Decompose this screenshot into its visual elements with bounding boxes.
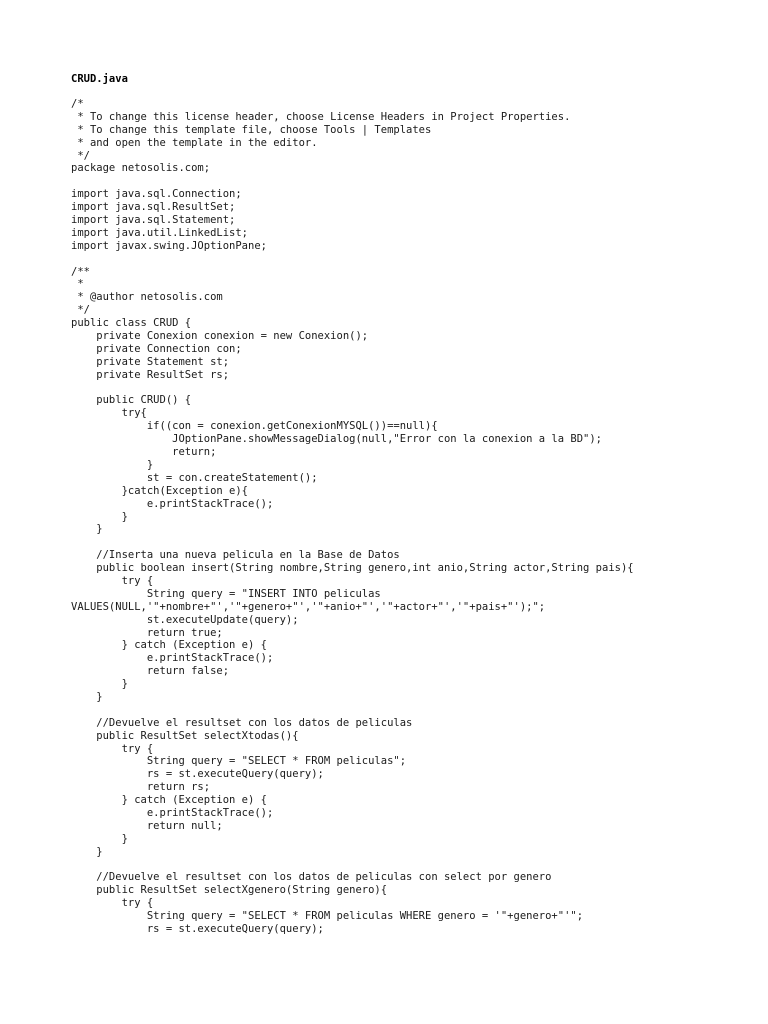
code-line: public class CRUD { bbox=[71, 317, 192, 330]
code-line: return; bbox=[71, 446, 217, 459]
code-line: e.printStackTrace(); bbox=[71, 806, 274, 819]
code-line: JOptionPane.showMessageDialog(null,"Error con la conexion a la BD"); bbox=[71, 433, 603, 446]
code-line: //Devuelve el resultset con los datos de peliculas bbox=[71, 716, 413, 729]
code-line: } bbox=[71, 690, 103, 703]
code-block bbox=[71, 98, 751, 936]
code-line: private ResultSet rs; bbox=[71, 368, 230, 381]
code-line: }catch(Exception e){ bbox=[71, 484, 249, 497]
code-line: */ bbox=[71, 149, 90, 162]
code-line: /* bbox=[71, 98, 84, 110]
code-line: e.printStackTrace(); bbox=[71, 652, 274, 665]
code-line: rs = st.executeQuery(query); bbox=[71, 768, 324, 781]
code-line: VALUES(NULL,'"+nombre+"','"+genero+"','"+anio+"','"+actor+"','"+pais+"');"; bbox=[71, 600, 546, 613]
code-line: /** bbox=[71, 265, 90, 278]
code-line: e.printStackTrace(); bbox=[71, 497, 274, 510]
code-line: * To change this license header, choose License Headers in Project Properties. bbox=[71, 110, 571, 123]
code-line: try { bbox=[71, 574, 154, 587]
code-line: import javax.swing.JOptionPane; bbox=[71, 239, 267, 252]
code-line: try{ bbox=[71, 407, 147, 420]
code-line: //Devuelve el resultset con los datos de peliculas con select por genero bbox=[71, 871, 552, 884]
code-line: rs = st.executeQuery(query); bbox=[71, 923, 324, 935]
code-line bbox=[71, 704, 751, 717]
code-line: private Conexion conexion = new Conexion(); bbox=[71, 330, 369, 343]
code-line: st = con.createStatement(); bbox=[71, 471, 318, 484]
code-line: return rs; bbox=[71, 781, 211, 794]
code-line: try { bbox=[71, 742, 154, 755]
code-line: } catch (Exception e) { bbox=[71, 639, 267, 652]
code-line: } bbox=[71, 845, 103, 858]
code-line: public ResultSet selectXgenero(String genero){ bbox=[71, 884, 388, 897]
code-line: return false; bbox=[71, 665, 230, 678]
code-line: try { bbox=[71, 897, 154, 910]
code-line: public CRUD() { bbox=[71, 394, 192, 407]
code-line bbox=[71, 253, 751, 266]
code-line: * bbox=[71, 278, 84, 291]
code-line: String query = "SELECT * FROM peliculas WHERE genero = '"+genero+"'"; bbox=[71, 910, 584, 923]
code-line: import java.util.LinkedList; bbox=[71, 226, 249, 239]
code-line bbox=[71, 382, 751, 395]
code-line: st.executeUpdate(query); bbox=[71, 613, 299, 626]
code-line: if((con = conexion.getConexionMYSQL())==null){ bbox=[71, 420, 438, 433]
code-line: package netosolis.com; bbox=[71, 162, 211, 175]
code-line bbox=[71, 859, 751, 872]
code-line: return null; bbox=[71, 819, 223, 832]
code-line: */ bbox=[71, 304, 90, 317]
code-line: } bbox=[71, 678, 128, 691]
code-line: import java.sql.Connection; bbox=[71, 188, 242, 201]
code-line: * @author netosolis.com bbox=[71, 291, 223, 304]
code-line: } bbox=[71, 458, 154, 471]
code-line bbox=[71, 536, 751, 549]
code-line: private Statement st; bbox=[71, 355, 230, 368]
code-line: } bbox=[71, 523, 103, 536]
code-line bbox=[71, 175, 751, 188]
code-line: import java.sql.Statement; bbox=[71, 214, 236, 227]
code-line: } catch (Exception e) { bbox=[71, 794, 267, 807]
code-line: * To change this template file, choose Tools | Templates bbox=[71, 123, 432, 136]
code-line: } bbox=[71, 832, 128, 845]
file-title: CRUD.java bbox=[71, 73, 128, 85]
code-line: } bbox=[71, 510, 128, 523]
code-line: //Inserta una nueva pelicula en la Base de Datos bbox=[71, 549, 400, 562]
code-line: public boolean insert(String nombre,String genero,int anio,String actor,String pais){ bbox=[71, 562, 634, 575]
code-line: return true; bbox=[71, 626, 223, 639]
code-line: private Connection con; bbox=[71, 342, 242, 355]
code-line: * and open the template in the editor. bbox=[71, 136, 318, 149]
code-line: String query = "SELECT * FROM peliculas"; bbox=[71, 755, 407, 768]
code-line: String query = "INSERT INTO peliculas bbox=[71, 587, 381, 600]
code-line: public ResultSet selectXtodas(){ bbox=[71, 729, 299, 742]
code-line: import java.sql.ResultSet; bbox=[71, 201, 236, 214]
